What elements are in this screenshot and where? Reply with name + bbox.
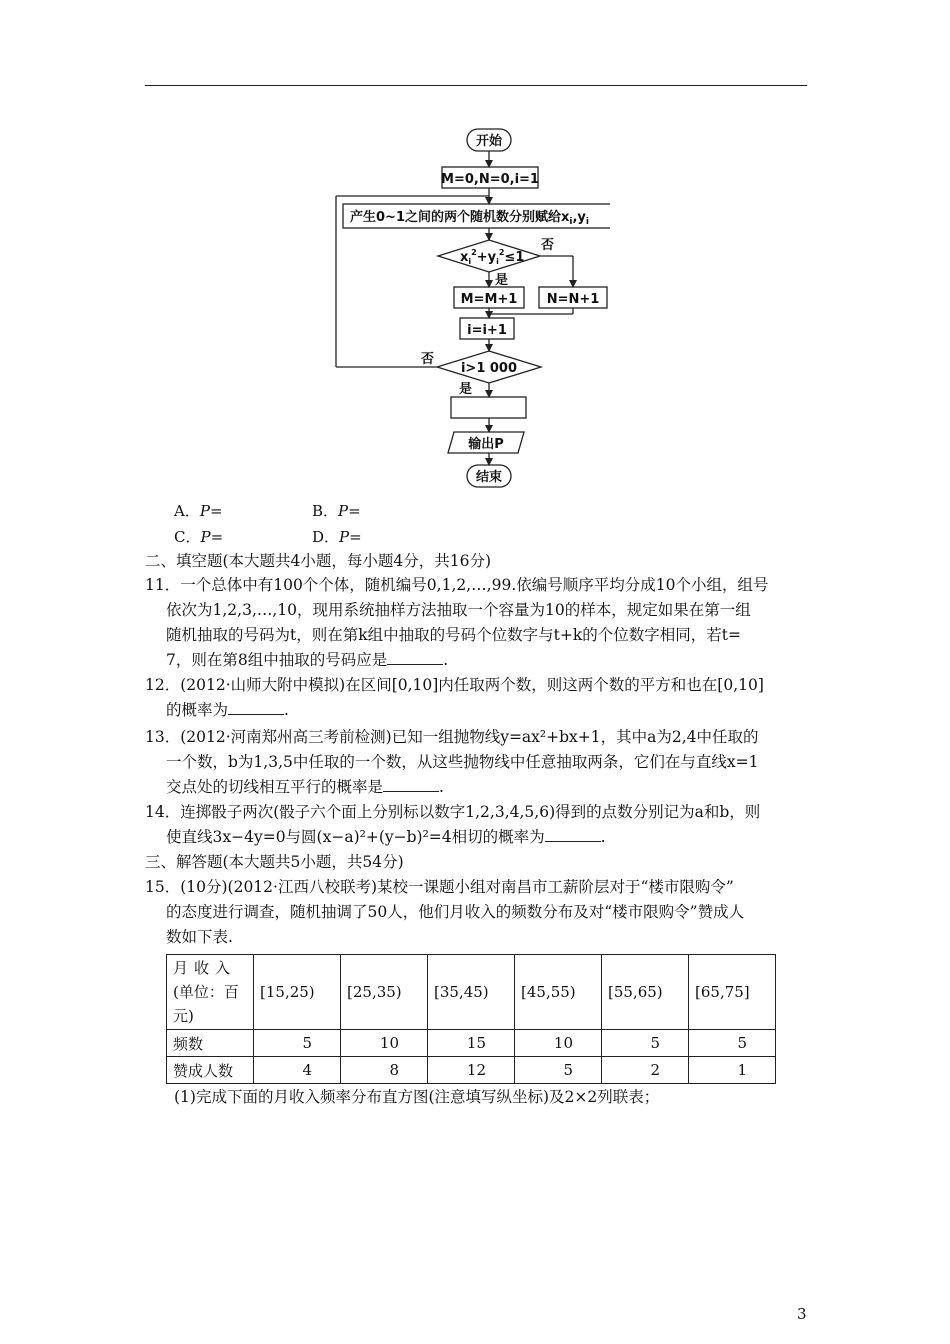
init-label: M=0,N=0,i=1 (441, 172, 539, 187)
table-cell: 8 (341, 1057, 428, 1084)
range-cell: [55,65) (602, 955, 689, 1030)
q15-sub-1: (1)完成下面的月收入频率分布直方图(注意填写纵坐标)及2×2列联表； (174, 1088, 660, 1106)
table-cell: 2 (602, 1057, 689, 1084)
empty-process-box (451, 397, 526, 418)
range-cell: [15,25) (254, 955, 341, 1030)
section-2-heading: 二、填空题(本大题共4小题，每小题4分，共16分) (145, 552, 492, 570)
table-cell: 10 (341, 1030, 428, 1057)
income-table (166, 954, 776, 1084)
table-cell: 5 (602, 1030, 689, 1057)
q11-line-3: 随机抽取的号码为t，则在第k组中抽取的号码个位数字与t+k的个位数字相同，若t= (166, 626, 741, 644)
yes-label-2: 是 (459, 382, 473, 397)
row-label: 赞成人数 (167, 1057, 254, 1084)
row-label: 频数 (167, 1030, 254, 1057)
table-row (167, 955, 776, 1030)
end-label: 结束 (475, 470, 503, 485)
start-label: 开始 (475, 134, 503, 149)
flowchart (330, 125, 610, 493)
table-header-cell: 月收入 (单位：百 元) (167, 955, 254, 1030)
q13-line-2: 一个数，b为1,3,5中任取的一个数，从这些抛物线中任意抽取两条，它们在与直线x=1 (166, 753, 759, 771)
table-cell: 15 (428, 1030, 515, 1057)
generate-label: 产生0~1之间的两个随机数分别赋给$x_i,y_i$ (350, 210, 589, 227)
option-a: A．P= (174, 502, 223, 520)
q11-line-2: 依次为1,2,3,…,10，现用系统抽样方法抽取一个容量为10的样本，规定如果在第一组 (166, 601, 751, 619)
yes-label-1: 是 (495, 273, 509, 288)
q11-line-4: 7，则在第8组中抽取的号码应是 . (166, 651, 449, 669)
option-c: C．P= (174, 528, 224, 546)
q14-line-2: 使直线3x−4y=0与圆(x−a)²+(y−b)²=4相切的概率为 . (166, 828, 606, 846)
range-cell: [35,45) (428, 955, 515, 1030)
condition-1-label: $x_i^2+y_i^2\le 1$ (460, 248, 525, 266)
option-d: D．P= (312, 528, 362, 546)
q14-line-1: 14．连掷骰子两次(骰子六个面上分别标以数字1,2,3,4,5,6)得到的点数分别记为a和b，则 (145, 803, 761, 821)
q12-line-2: 的概率为 . (166, 701, 289, 719)
answer-blank (545, 827, 601, 842)
table-cell: 4 (254, 1057, 341, 1084)
q11-line-1: 11．一个总体中有100个个体，随机编号0,1,2,…,99.依编号顺序平均分成10个小组，组号 (145, 576, 769, 594)
table-cell: 10 (515, 1030, 602, 1057)
table-row (167, 1030, 776, 1057)
table-cell: 5 (254, 1030, 341, 1057)
header-rule (145, 85, 807, 86)
table-cell: 1 (689, 1057, 776, 1084)
no-label-2: 否 (421, 352, 435, 367)
option-b: B．P= (312, 502, 361, 520)
table-row (167, 1057, 776, 1084)
q15-line-1: 15．(10分)(2012·江西八校联考)某校一课题小组对南昌市工薪阶层对于“楼市限购令” (145, 878, 734, 896)
q13-line-3: 交点处的切线相互平行的概率是 . (166, 778, 444, 796)
range-cell: [45,55) (515, 955, 602, 1030)
output-label: 输出P (468, 437, 504, 452)
answer-blank (228, 700, 284, 715)
q12-line-1: 12．(2012·山师大附中模拟)在区间[0,10]内任取两个数，则这两个数的平方和也在[0,10] (145, 676, 764, 694)
q15-line-2: 的态度进行调查，随机抽调了50人，他们月收入的频数分布及对“楼市限购令”赞成人 (166, 903, 745, 921)
table-cell: 12 (428, 1057, 515, 1084)
range-cell: [25,35) (341, 955, 428, 1030)
section-3-heading: 三、解答题(本大题共5小题，共54分) (145, 853, 404, 871)
m-increment-label: M=M+1 (460, 292, 518, 307)
range-cell: [65,75] (689, 955, 776, 1030)
q15-line-3: 数如下表. (166, 928, 233, 946)
i-increment-label: i=i+1 (467, 323, 507, 338)
q13-line-1: 13．(2012·河南郑州高三考前检测)已知一组抛物线y=ax²+bx+1，其中a为2,4中任取的 (145, 728, 759, 746)
answer-blank (387, 650, 443, 665)
page-number: 3 (797, 1305, 807, 1323)
condition-2-label: i>1 000 (460, 361, 518, 376)
n-increment-label: N=N+1 (546, 292, 600, 307)
no-label-1: 否 (541, 238, 555, 253)
answer-blank (383, 777, 439, 792)
table-cell: 5 (689, 1030, 776, 1057)
table-cell: 5 (515, 1057, 602, 1084)
